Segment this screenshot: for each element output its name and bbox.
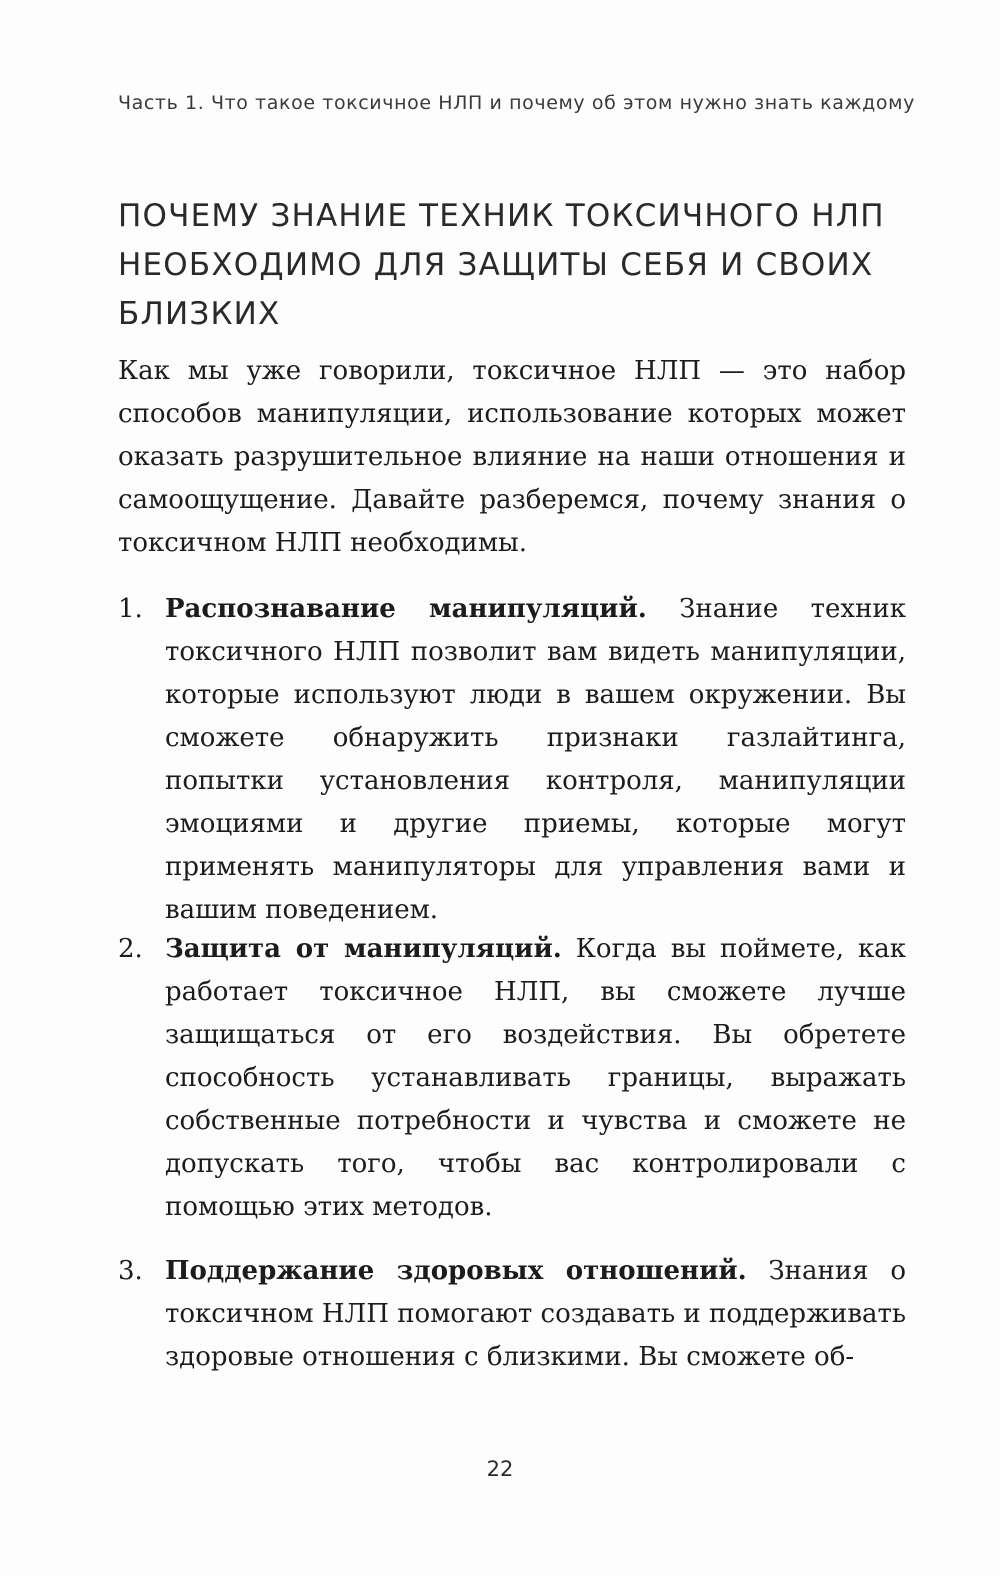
list-item-text: Когда вы поймете, как работает токсичное НЛП, вы сможете лучше защищаться от его воздействия. Вы обретете способность устанавливать границы, выражать собственные потребности и чувства и сможете не допускать того, чтобы вас контролировали с помощью этих методов.: [165, 934, 906, 1222]
running-header: Часть 1. Что такое токсичное НЛП и почему об этом нужно знать каждому: [118, 92, 915, 114]
list-item-text: Знание техник токсичного НЛП позволит вам видеть манипуляции, которые используют люди в вашем окружении. Вы сможете обнаружить признаки газлайтинга, попытки установления контроля, манипуляции эмоциями и другие приемы, которые могут применять манипуляторы для управления вами и вашим поведением.: [165, 594, 907, 925]
list-item-lead: Защита от манипуляций.: [165, 934, 562, 964]
list-item-number: 3.: [118, 1256, 143, 1286]
list-item-number: 2.: [118, 934, 143, 964]
page-number: 22: [486, 1457, 514, 1481]
list-item-text: Знания о токсичном НЛП помогают создавать и поддерживать здоровые отношения с близкими. Вы сможете об-: [165, 1256, 906, 1372]
list-item-lead: Распознавание манипуляций.: [165, 594, 647, 624]
intro-paragraph: Как мы уже говорили, токсичное НЛП — это набор способов манипуляции, использование которых может оказать разрушительное влияние на наши отношения и самоощущение. Давайте разберемся, почему знания о токсичном НЛП необходимы.: [118, 356, 906, 558]
list-item-lead: Поддержание здоровых отношений.: [165, 1256, 747, 1286]
list-item: [118, 588, 906, 932]
list-item-number: 1.: [118, 594, 143, 624]
section-title: ПОЧЕМУ ЗНАНИЕ ТЕХНИК ТОКСИЧНОГО НЛП НЕОБХОДИМО ДЛЯ ЗАЩИТЫ СЕБЯ И СВОИХ БЛИЗКИХ: [118, 198, 885, 332]
list-item: [118, 1250, 906, 1379]
list-item: [118, 928, 906, 1229]
